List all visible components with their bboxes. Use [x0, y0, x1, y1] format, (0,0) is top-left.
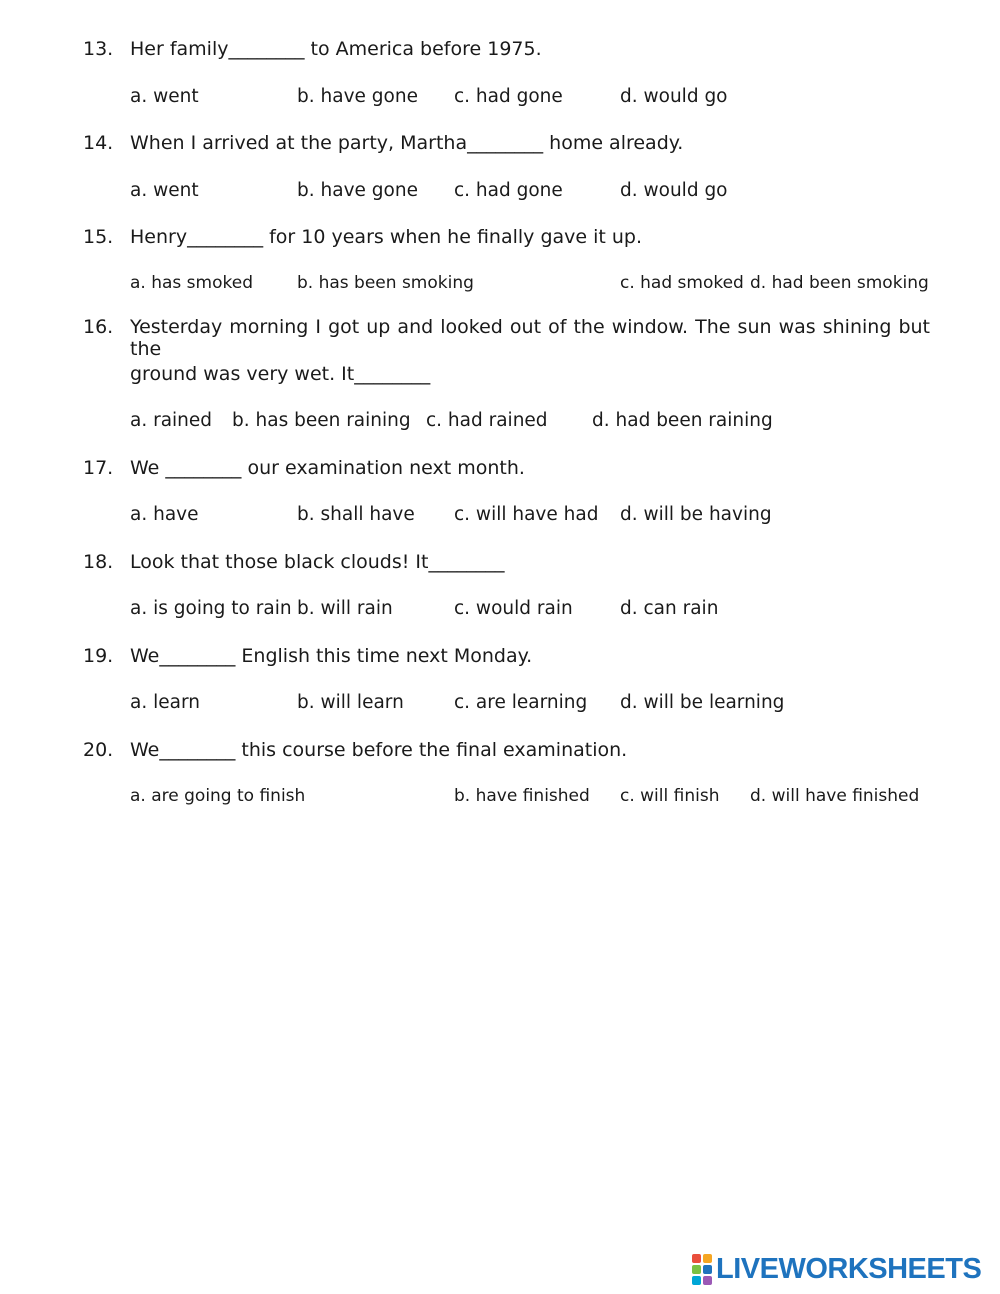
- option-c[interactable]: c. had smoked: [620, 273, 744, 293]
- option-c[interactable]: c. will have had: [454, 504, 599, 525]
- question-number: 17.: [83, 457, 114, 479]
- question-stem: We________ English this time next Monday.: [130, 645, 533, 667]
- option-a[interactable]: a. have: [130, 504, 199, 525]
- liveworksheets-logo[interactable]: [692, 1254, 981, 1284]
- option-a[interactable]: a. learn: [130, 692, 200, 713]
- option-d[interactable]: d. can rain: [620, 598, 719, 619]
- option-b[interactable]: b. have gone: [297, 86, 418, 107]
- question-number: 13.: [83, 38, 114, 60]
- question-number: 16.: [83, 316, 114, 338]
- option-d[interactable]: d. had been raining: [592, 410, 773, 431]
- question-number: 20.: [83, 739, 114, 761]
- question-stem-line-1: Yesterday morning I got up and looked out of the window. The sun was shining but the: [130, 316, 930, 360]
- option-b[interactable]: b. shall have: [297, 504, 415, 525]
- question-stem-line-2: ground was very wet. It________: [130, 363, 431, 385]
- option-c[interactable]: c. had gone: [454, 180, 563, 201]
- question-stem: When I arrived at the party, Martha________ home already.: [130, 132, 684, 154]
- question-stem: Her family________ to America before 1975.: [130, 38, 542, 60]
- option-a[interactable]: a. went: [130, 180, 199, 201]
- option-b[interactable]: b. has been smoking: [297, 273, 474, 293]
- question-number: 18.: [83, 551, 114, 573]
- option-d[interactable]: d. had been smoking: [750, 273, 929, 293]
- option-d[interactable]: d. would go: [620, 86, 728, 107]
- option-d[interactable]: d. will be having: [620, 504, 772, 525]
- option-b[interactable]: b. will rain: [297, 598, 393, 619]
- logo-text: LIVEWORKSHEETS: [716, 1252, 982, 1285]
- option-c[interactable]: c. will finish: [620, 786, 720, 806]
- option-a[interactable]: a. has smoked: [130, 273, 253, 293]
- question-stem: Look that those black clouds! It________: [130, 551, 505, 573]
- option-a[interactable]: a. is going to rain: [130, 598, 292, 619]
- option-a[interactable]: a. are going to finish: [130, 786, 306, 806]
- option-b[interactable]: b. has been raining: [232, 410, 411, 431]
- question-stem: We ________ our examination next month.: [130, 457, 525, 479]
- option-a[interactable]: a. rained: [130, 410, 213, 431]
- question-stem: We________ this course before the final examination.: [130, 739, 628, 761]
- question-number: 19.: [83, 645, 114, 667]
- option-d[interactable]: d. will be learning: [620, 692, 785, 713]
- option-c[interactable]: c. would rain: [454, 598, 573, 619]
- option-d[interactable]: d. would go: [620, 180, 728, 201]
- question-number: 15.: [83, 226, 114, 248]
- option-c[interactable]: c. are learning: [454, 692, 588, 713]
- logo-grid-icon: [692, 1254, 712, 1285]
- option-b[interactable]: b. will learn: [297, 692, 404, 713]
- option-c[interactable]: c. had rained: [426, 410, 548, 431]
- question-number: 14.: [83, 132, 114, 154]
- option-b[interactable]: b. have finished: [454, 786, 590, 806]
- option-b[interactable]: b. have gone: [297, 180, 418, 201]
- option-d[interactable]: d. will have finished: [750, 786, 920, 806]
- question-stem: Henry________ for 10 years when he finally gave it up.: [130, 226, 643, 248]
- option-c[interactable]: c. had gone: [454, 86, 563, 107]
- option-a[interactable]: a. went: [130, 86, 199, 107]
